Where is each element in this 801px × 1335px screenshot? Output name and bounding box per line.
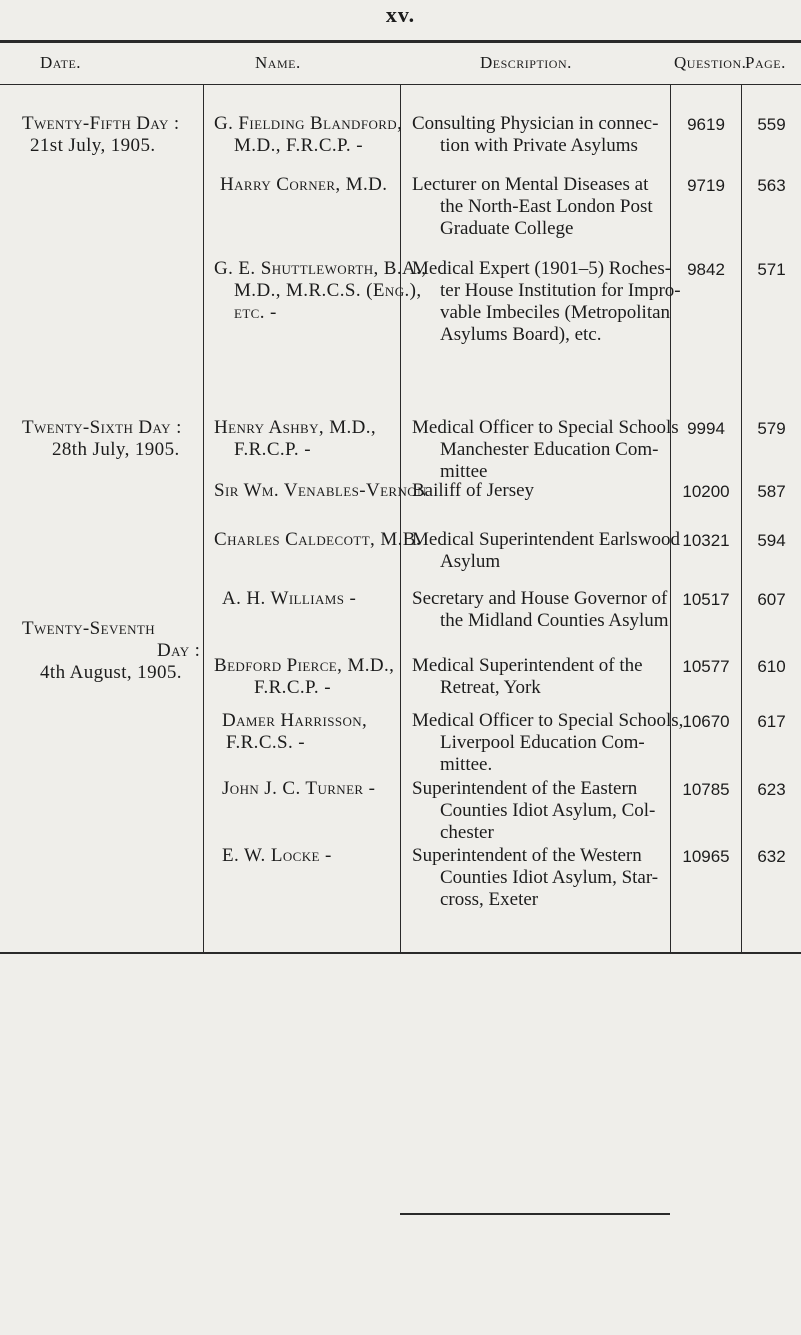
table-bottom-rule bbox=[0, 952, 801, 954]
page-row-7: 607 bbox=[757, 590, 786, 609]
name-row-6: Charles Caldecott, M.B. bbox=[214, 529, 422, 550]
name-row-4: Henry Ashby, M.D., F.R.C.P. - bbox=[214, 417, 377, 460]
question-row-7: 10517 bbox=[682, 590, 730, 609]
description-row-8: Medical Superintendent of the Retreat, York bbox=[412, 655, 643, 698]
date-entry-2 bbox=[22, 417, 182, 461]
page-row-6: 594 bbox=[757, 531, 786, 550]
page-number: xv. bbox=[385, 2, 416, 27]
column-divider bbox=[670, 85, 671, 952]
header-top-rule bbox=[0, 40, 801, 43]
page-row-10: 623 bbox=[757, 780, 786, 799]
header-page: Page. bbox=[745, 53, 786, 72]
page-row-4: 579 bbox=[757, 419, 786, 438]
column-divider bbox=[203, 85, 204, 952]
name-row-9: Damer Harrisson, F.R.C.S. - bbox=[222, 710, 368, 753]
column-divider bbox=[400, 85, 401, 952]
page-row-8: 610 bbox=[757, 657, 786, 676]
name-row-1: G. Fielding Blandford, M.D., F.R.C.P. - bbox=[214, 113, 403, 156]
name-row-10: John J. C. Turner - bbox=[222, 778, 376, 799]
question-row-4: 9994 bbox=[687, 419, 725, 438]
date-date: 4th August, 1905. bbox=[40, 662, 182, 683]
description-row-11: Superintendent of the Western Counties Idiot Asylum, Star- cross, Exeter bbox=[412, 845, 659, 910]
question-row-2: 9719 bbox=[687, 176, 725, 195]
question-row-10: 10785 bbox=[682, 780, 730, 799]
header-question: Question. bbox=[674, 53, 747, 72]
name-row-3: G. E. Shuttleworth, B.A., M.D., M.R.C.S. (Eng.), etc. - bbox=[214, 258, 427, 323]
question-row-9: 10670 bbox=[682, 712, 730, 731]
description-row-4: Medical Officer to Special Schools Manchester Education Com- mittee bbox=[412, 417, 679, 482]
page-row-1: 559 bbox=[757, 115, 786, 134]
description-row-7: Secretary and House Governor of the Midland Counties Asylum bbox=[412, 588, 669, 631]
date-day: Twenty-Sixth Day : bbox=[22, 417, 182, 438]
page-row-3: 571 bbox=[757, 260, 786, 279]
page-row-2: 563 bbox=[757, 176, 786, 195]
question-row-11: 10965 bbox=[682, 847, 730, 866]
header-date: Date. bbox=[40, 53, 82, 72]
question-row-3: 9842 bbox=[687, 260, 725, 279]
date-entry-1 bbox=[22, 113, 180, 157]
question-row-8: 10577 bbox=[682, 657, 730, 676]
name-row-7: A. H. Williams - bbox=[222, 588, 357, 609]
description-row-1: Consulting Physician in connec- tion with Private Asylums bbox=[412, 113, 659, 156]
date-day-cont: Day : bbox=[157, 640, 201, 661]
section-end-rule bbox=[400, 1213, 670, 1215]
description-row-5: Bailiff of Jersey bbox=[412, 480, 535, 501]
header-name: Name. bbox=[255, 53, 301, 72]
date-day: Twenty-Fifth Day : bbox=[22, 113, 180, 134]
page-row-11: 632 bbox=[757, 847, 786, 866]
description-row-10: Superintendent of the Eastern Counties Idiot Asylum, Col- chester bbox=[412, 778, 656, 843]
name-row-8: Bedford Pierce, M.D., F.R.C.P. - bbox=[214, 655, 395, 698]
date-day: Twenty-Seventh bbox=[22, 618, 156, 639]
question-row-1: 9619 bbox=[687, 115, 725, 134]
name-row-11: E. W. Locke - bbox=[222, 845, 332, 866]
date-date: 28th July, 1905. bbox=[52, 439, 180, 460]
page-row-9: 617 bbox=[757, 712, 786, 731]
description-row-9: Medical Officer to Special Schools, Liverpool Education Com- mittee. bbox=[412, 710, 684, 775]
name-row-5: Sir Wm. Venables-Vernon bbox=[214, 480, 427, 501]
description-row-6: Medical Superintendent Earlswood Asylum bbox=[412, 529, 681, 572]
question-row-5: 10200 bbox=[682, 482, 730, 501]
description-row-2: Lecturer on Mental Diseases at the North-East London Post Graduate College bbox=[412, 174, 653, 239]
name-row-2: Harry Corner, M.D. bbox=[220, 174, 388, 195]
date-date: 21st July, 1905. bbox=[30, 135, 156, 156]
header-description: Description. bbox=[480, 53, 572, 72]
column-divider bbox=[741, 85, 742, 952]
question-row-6: 10321 bbox=[682, 531, 730, 550]
page-row-5: 587 bbox=[757, 482, 786, 501]
date-entry-3 bbox=[22, 618, 200, 684]
description-row-3: Medical Expert (1901–5) Roches- ter House Institution for Impro- vable Imbeciles (Metropolitan Asylums Board), etc. bbox=[412, 258, 681, 345]
